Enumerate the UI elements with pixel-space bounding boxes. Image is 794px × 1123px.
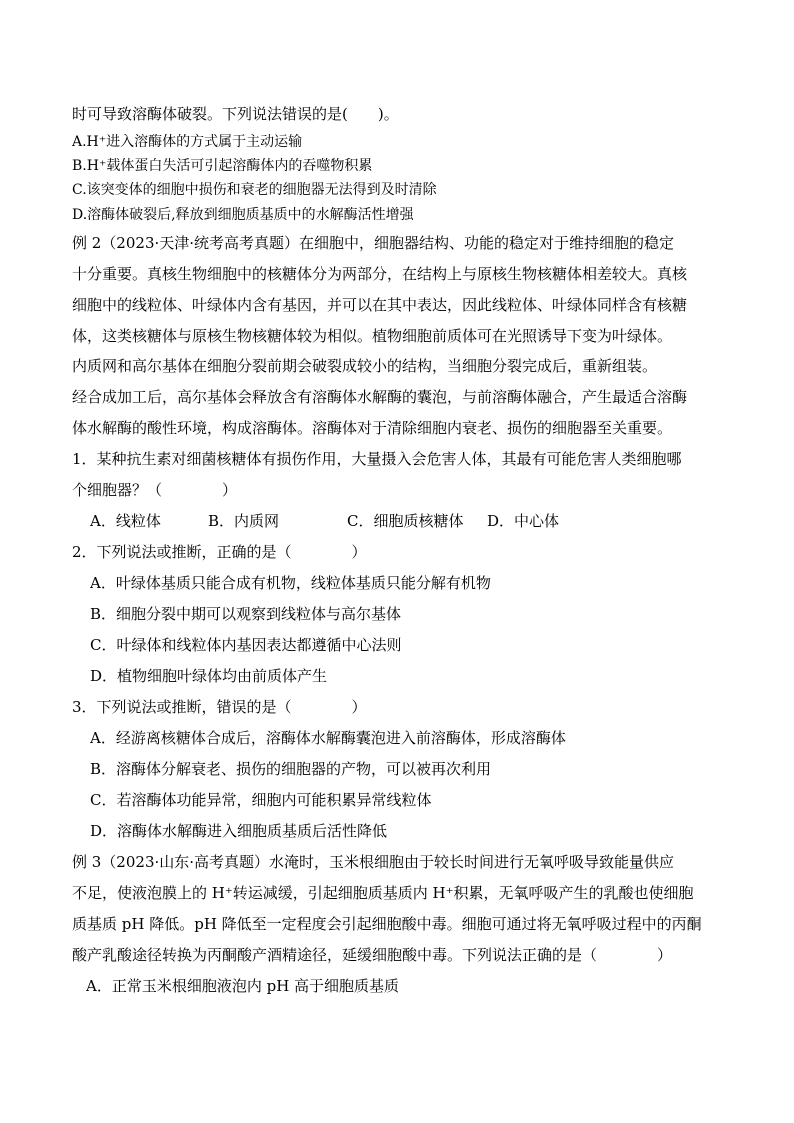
example3-line: 酸产乳酸途径转换为丙酮酸产酒精途径，延缓细胞酸中毒。下列说法正确的是（ ） (72, 946, 673, 964)
q1-option-d: D．中心体 (487, 512, 560, 530)
option-d: D.溶酶体破裂后,释放到细胞质基质中的水解酶活性增强 (72, 207, 414, 223)
example3-line: 质基质 pH 降低。pH 降低至一定程度会引起细胞酸中毒。细胞可通过将无氧呼吸过程中的丙酮 (72, 915, 702, 933)
example2-line: 内质网和高尔基体在细胞分裂前期会破裂成较小的结构，当细胞分裂完成后，重新组装。 (72, 357, 658, 375)
option-c: C.该突变体的细胞中损伤和衰老的细胞器无法得到及时清除 (72, 182, 437, 198)
example3-line: 不足，使液泡膜上的 H⁺转运减缓，引起细胞质基质内 H⁺积累，无氧呼吸产生的乳酸也使细胞 (72, 884, 694, 902)
q1-options-row (90, 511, 710, 531)
example2-line: 体水解酶的酸性环境，构成溶酶体。溶酶体对于清除细胞内衰老、损伤的细胞器至关重要。 (72, 419, 673, 437)
q2-option-b: B．细胞分裂中期可以观察到线粒体与高尔基体 (90, 605, 402, 623)
example2-line: 例 2（2023·天津·统考高考真题）在细胞中，细胞器结构、功能的稳定对于维持细胞的稳定 (72, 234, 675, 252)
example3-line: 例 3（2023·山东·高考真题）水淹时，玉米根细胞由于较长时间进行无氧呼吸导致能量供应 (72, 853, 675, 871)
example2-line: 细胞中的线粒体、叶绿体内含有基因，并可以在其中表达，因此线粒体、叶绿体同样含有核糖 (72, 296, 688, 314)
q1-option-c: C．细胞质核糖体 (347, 512, 464, 530)
q3-option-c: C．若溶酶体功能异常，细胞内可能积累异常线粒体 (90, 791, 432, 809)
q1-option-a: A．线粒体 (90, 512, 161, 530)
option-b: B.H⁺载体蛋白失活可引起溶酶体内的吞噬物积累 (72, 158, 373, 174)
q3-option-d: D．溶酶体水解酶进入细胞质基质后活性降低 (90, 822, 388, 840)
example3-option-a: A．正常玉米根细胞液泡内 pH 高于细胞质基质 (86, 977, 400, 995)
q1-option-b: B．内质网 (208, 512, 280, 530)
q3-stem: 3．下列说法或推断，错误的是（ ） (72, 698, 367, 716)
option-a: A.H⁺进入溶酶体的方式属于主动运输 (72, 134, 303, 150)
example2-line: 体，这类核糖体与原核生物核糖体较为相似。植物细胞前质体可在光照诱导下变为叶绿体。 (72, 327, 673, 345)
q2-stem: 2．下列说法或推断，正确的是（ ） (72, 543, 367, 561)
example2-line: 经合成加工后，高尔基体会释放含有溶酶体水解酶的囊泡，与前溶酶体融合，产生最适合溶酶 (72, 388, 688, 406)
q1-stem: 个细胞器？（ ） (72, 481, 238, 499)
q2-option-a: A．叶绿体基质只能合成有机物，线粒体基质只能分解有机物 (90, 574, 491, 592)
question-stem-continuation: 时可导致溶酶体破裂。下列说法错误的是( )。 (72, 105, 399, 123)
example2-line: 十分重要。真核生物细胞中的核糖体分为两部分，在结构上与原核生物核糖体相差较大。真核 (72, 265, 688, 283)
q2-option-c: C．叶绿体和线粒体内基因表达都遵循中心法则 (90, 636, 402, 654)
q2-option-d: D．植物细胞叶绿体均由前质体产生 (90, 667, 328, 685)
q3-option-b: B．溶酶体分解衰老、损伤的细胞器的产物，可以被再次利用 (90, 760, 492, 778)
q3-option-a: A．经游离核糖体合成后，溶酶体水解酶囊泡进入前溶酶体，形成溶酶体 (90, 729, 566, 747)
q1-stem: 1．某种抗生素对细菌核糖体有损伤作用，大量摄入会危害人体，其最有可能危害人类细胞哪 (72, 450, 682, 468)
